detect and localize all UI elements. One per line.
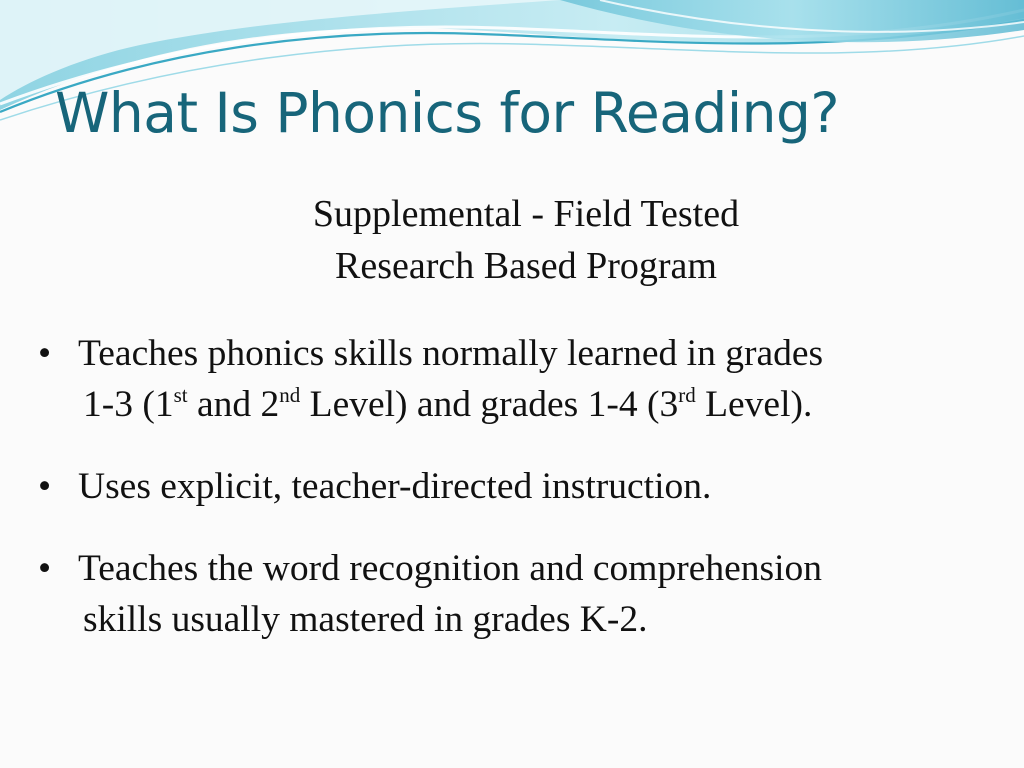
bullet-list	[38, 328, 1013, 676]
bullet-text-continued: 1-3 (1st and 2nd Level) and grades 1-4 (3rd Level).	[83, 383, 813, 425]
bullet-marker: •	[38, 466, 52, 507]
superscript: nd	[279, 383, 301, 407]
superscript: rd	[678, 383, 696, 407]
bullet-text: Teaches the word recognition and comprehension	[78, 548, 822, 589]
slide-title: What Is Phonics for Reading?	[55, 81, 840, 145]
bullet-text: Uses explicit, teacher-directed instruction.	[78, 466, 712, 507]
superscript: st	[173, 383, 188, 407]
bullet-item	[38, 328, 1013, 430]
subtitle-line-1: Supplemental - Field Tested	[312, 193, 740, 235]
bullet-item	[38, 461, 1013, 512]
bullet-marker: •	[38, 333, 52, 374]
bullet-text: Teaches phonics skills normally learned in grades	[78, 333, 824, 374]
subtitle-line-2: Research Based Program	[335, 245, 717, 287]
bullet-text-continued: skills usually mastered in grades K-2.	[83, 599, 648, 640]
bullet-marker: •	[38, 548, 52, 589]
bullet-item	[38, 543, 1013, 645]
